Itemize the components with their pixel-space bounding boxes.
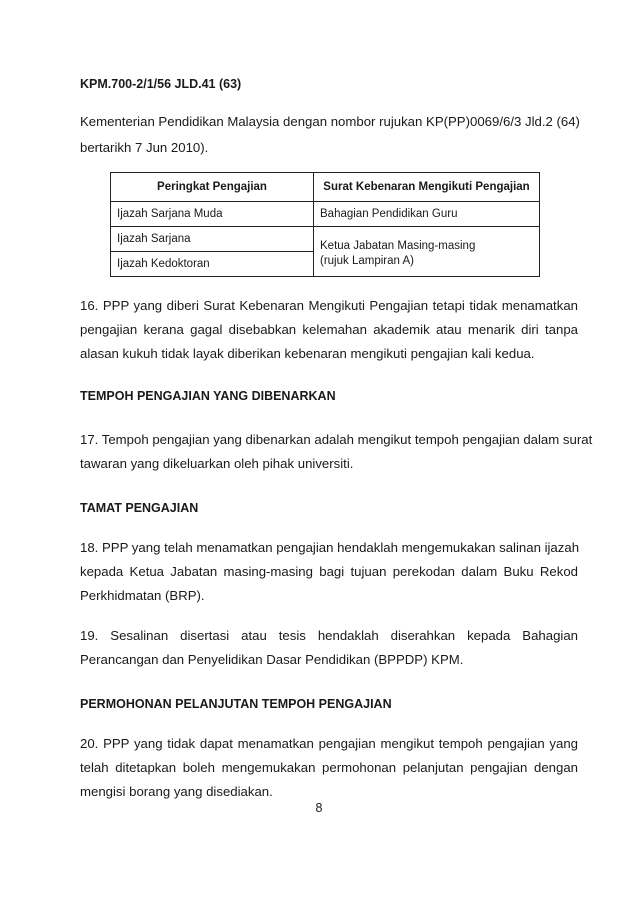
reference-line: Kementerian Pendidikan Malaysia dengan nombor rujukan KP(PP)0069/6/3 Jld.2 (64) bbox=[80, 114, 580, 129]
paragraph-16-line: alasan kukuh tidak layak diberikan kebenaran mengikuti pengajian kali kedua. bbox=[80, 346, 535, 361]
section-heading: TEMPOH PENGAJIAN YANG DIBENARKAN bbox=[80, 389, 336, 403]
paragraph-18-line: 18. PPP yang telah menamatkan pengajian hendaklah mengemukakan salinan ijazah bbox=[80, 540, 580, 555]
issuer-line: (rujuk Lampiran A) bbox=[320, 254, 414, 267]
table-cell-level: Ijazah Kedoktoran bbox=[111, 252, 314, 277]
page-number: 8 bbox=[315, 801, 323, 815]
reference-code: KPM.700-2/1/56 JLD.41 (63) bbox=[80, 77, 242, 91]
paragraph-17-line: 17. Tempoh pengajian yang dibenarkan adalah mengikut tempoh pengajian dalam surat bbox=[80, 432, 593, 447]
table-cell-issuer: Bahagian Pendidikan Guru bbox=[314, 202, 540, 227]
table-header-row bbox=[111, 173, 540, 202]
paragraph-20-line: mengisi borang yang disediakan. bbox=[80, 784, 273, 799]
reference-line: bertarikh 7 Jun 2010). bbox=[80, 140, 209, 155]
table-row bbox=[111, 227, 540, 252]
paragraph-19-line: Perancangan dan Penyelidikan Dasar Pendidikan (BPPDP) KPM. bbox=[80, 652, 464, 667]
issuer-line: Ketua Jabatan Masing-masing bbox=[320, 239, 476, 252]
paragraph-17-line: tawaran yang dikeluarkan oleh pihak universiti. bbox=[80, 456, 354, 471]
paragraph-18-line: kepada Ketua Jabatan masing-masing bagi tujuan perekodan dalam Buku Rekod bbox=[80, 564, 578, 579]
section-heading: PERMOHONAN PELANJUTAN TEMPOH PENGAJIAN bbox=[80, 697, 392, 711]
paragraph-18-line: Perkhidmatan (BRP). bbox=[80, 588, 205, 603]
paragraph-20-line: 20. PPP yang tidak dapat menamatkan pengajian mengikut tempoh pengajian yang bbox=[80, 736, 578, 751]
paragraph-19-line: 19. Sesalinan disertasi atau tesis hendaklah diserahkan kepada Bahagian bbox=[80, 628, 578, 643]
table-header: Peringkat Pengajian bbox=[111, 173, 314, 202]
paragraph-16-line: pengajian kerana gagal disebabkan kelemahan akademik atau menarik diri tanpa bbox=[80, 322, 578, 337]
section-heading: TAMAT PENGAJIAN bbox=[80, 501, 199, 515]
table-cell-issuer-merged bbox=[314, 227, 540, 277]
table-cell-level: Ijazah Sarjana Muda bbox=[111, 202, 314, 227]
table-row bbox=[111, 202, 540, 227]
table-cell-level: Ijazah Sarjana bbox=[111, 227, 314, 252]
paragraph-20-line: telah ditetapkan boleh mengemukakan permohonan pelanjutan pengajian dengan bbox=[80, 760, 578, 775]
table-header: Surat Kebenaran Mengikuti Pengajian bbox=[314, 173, 540, 202]
paragraph-16-line: 16. PPP yang diberi Surat Kebenaran Mengikuti Pengajian tetapi tidak menamatkan bbox=[80, 298, 578, 313]
study-permission-table bbox=[110, 172, 540, 277]
